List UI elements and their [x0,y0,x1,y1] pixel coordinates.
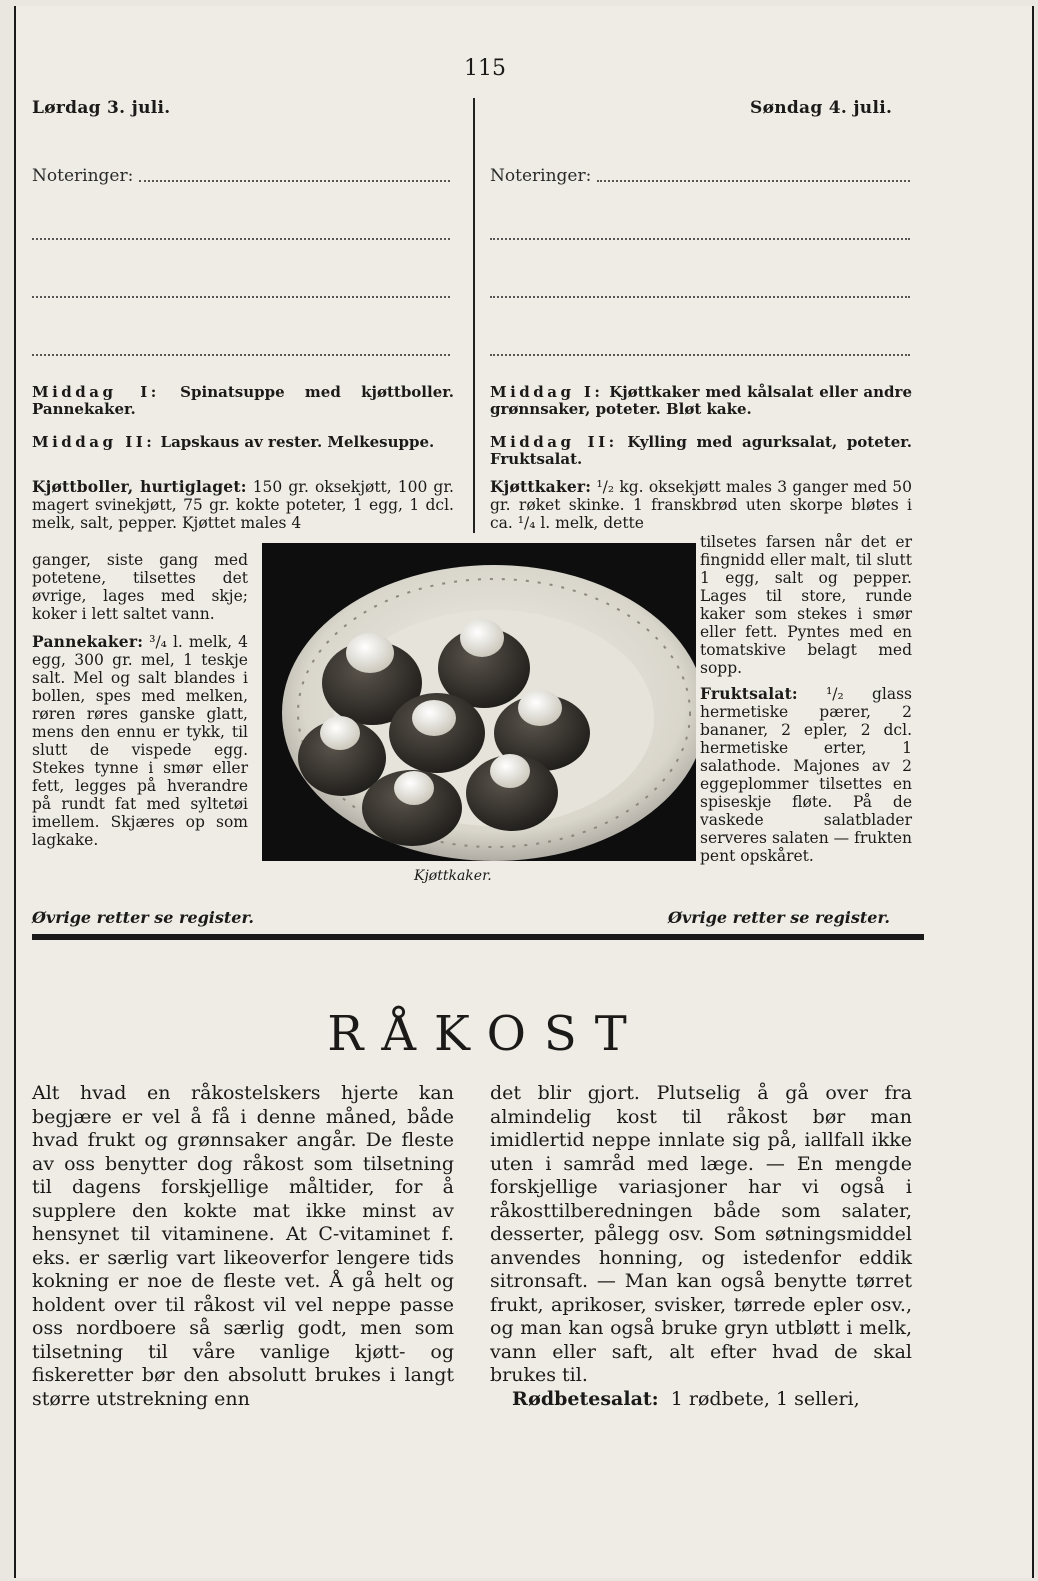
dotted-line [139,176,450,182]
dotted-line [490,234,910,240]
right-notes-label: Noteringer: [490,166,592,186]
right-dinner-1 [490,384,912,418]
left-recipe-2 [32,633,248,849]
meatballs-photo [262,543,696,861]
dotted-line [490,292,910,298]
right-recipe-2-title: Fruktsalat: [700,684,798,703]
right-dinner-1-text: Kjøttkaker med kålsalat eller andre grønnsaker, poteter. Bløt kake. [490,383,912,418]
right-recipe-2 [700,685,912,865]
dotted-line [32,292,450,298]
article-recipe-text: 1 rødbete, 1 selleri, [670,1387,860,1410]
right-dinner-1-label: Middag I: [490,383,604,401]
left-recipe-1-cont-text: ganger, siste gang med potetene, tilsettes det øvrige, lages med skje; koker i lett saltet vann. [32,551,248,623]
left-dinner-2-text: Lapskaus av rester. Melkesuppe. [160,433,435,451]
right-more-recipes: Øvrige retter se register. [668,908,890,927]
right-recipe-1-cont-text: tilsetes farsen når det er fingnidd eller malt, til slutt 1 egg, salt og pepper. Lages til store, runde kaker som stekes i smør eller fett. Pyntes med en tomatskive belagt med sopp. [700,533,912,677]
photo-caption: Kjøttkaker. [414,868,492,884]
left-dinner-1-text: Spinatsuppe med kjøttboller. Pannekaker. [32,383,454,418]
article-recipe-title: Rødbetesalat: [512,1387,659,1410]
left-recipe-1-title: Kjøttboller, hurtiglaget: [32,477,247,496]
dotted-line [32,350,450,356]
right-dinner-2-label: Middag II: [490,433,618,451]
book-page [14,6,1034,1578]
column-divider [473,98,475,533]
dotted-line [597,176,910,182]
left-more-recipes: Øvrige retter se register. [32,908,254,927]
right-recipe-1-cont [700,533,912,865]
right-recipe-1-title: Kjøttkaker: [490,477,592,496]
right-recipe-1-text: ¹/₂ kg. oksekjøtt males 3 ganger med 50 gr. røket skinke. 1 franskbrød uten skorpe bløtes i ca. ¹/₄ l. melk, dette [490,478,912,532]
right-recipe-2-text: ¹/₂ glass hermetiske pærer, 2 bananer, 2 epler, 2 dcl. hermetiske erter, 1 salathode. Majones av 2 eggeplommer tilsettes en spiseskje fløte. På de vaskede salatblader serveres salaten — frukten pent opskåret. [700,685,912,865]
left-dinner-1-label: Middag I: [32,383,160,401]
left-notes-label: Noteringer: [32,166,134,186]
left-recipe-1-cont [32,551,248,849]
dotted-line [32,234,450,240]
right-recipe-1 [490,478,912,532]
right-notes [490,166,910,356]
right-dinner-2 [490,434,912,468]
left-notes [32,166,450,356]
article-column-1: Alt hvad en råkostelskers hjerte kan begjære er vel å få i denne måned, både hvad frukt og grønnsaker angår. De fleste av oss benytter dog råkost som tilsetning til dagens forskjellige måltider, for å supplere den kokte mat ikke minst av hensynet til vitaminene. At C-vitaminet f. eks. er særlig vart likeoverfor lengere tids kokning er noe de fleste vet. Å gå helt og holdent over til råkost vil vel neppe passe oss nordboere så særlig godt, men som tilsetning til våre vanlige kjøtt- og fiskeretter bør den absolutt brukes i langt større utstrekning enn [32,1082,454,1410]
left-recipe-1-text: 150 gr. oksekjøtt, 100 gr. magert svinekjøtt, 75 gr. kokte poteter, 1 egg, 1 dcl. melk, salt, pepper. Kjøttet males 4 [32,478,454,532]
left-day-date: Lørdag 3. juli. [32,98,171,118]
section-title: RÅKOST [327,1006,645,1062]
article-column-2 [490,1082,912,1411]
right-dinner-2-text: Kylling med agurksalat, poteter. Fruktsalat. [490,433,913,468]
left-dinner-2 [32,434,454,451]
section-rule [32,934,924,940]
left-recipe-2-title: Pannekaker: [32,632,144,651]
page-number: 115 [464,56,506,81]
dotted-line [490,350,910,356]
left-recipe-2-text: ³/₄ l. melk, 4 egg, 300 gr. mel, 1 teskje salt. Mel og salt blandes i bollen, spes med melken, røren røres ganske glatt, mens den ennu er tykk, til slutt de vispede egg. Stekes tynne i smør eller fett, legges på hverandre på rundt fat med syltetøi imellem. Skjæres op som lagkake. [32,633,248,849]
article-recipe-line [490,1388,912,1412]
plate-illustration [262,543,696,861]
left-recipe-1 [32,478,454,532]
article-column-2-text: det blir gjort. Plutselig å gå over fra almindelig kost til råkost bør man imidlertid neppe innlate sig på, iallfall ikke uten i samråd med læge. — En mengde forskjellige variasjoner har vi også i råkosttilberedningen både som salater, desserter, pålegg osv. Som søtningsmiddel anvendes honning, og istedenfor eddik sitronsaft. — Man kan også benytte tørret frukt, aprikoser, svisker, tørrede epler osv., og man kan også bruke gryn utbløtt i melk, vann eller saft, alt efter hvad de skal brukes til. [490,1082,912,1386]
left-dinner-1 [32,384,454,418]
right-day-date: Søndag 4. juli. [750,98,893,118]
left-dinner-2-label: Middag II: [32,433,156,451]
